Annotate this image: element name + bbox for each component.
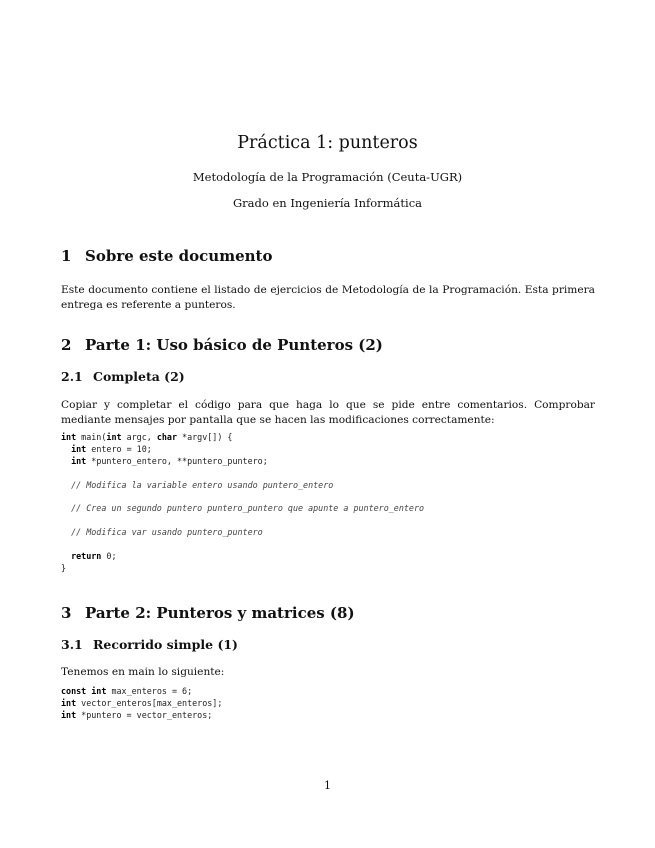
code-text: *argv[]) { xyxy=(177,432,233,442)
subsection-number: 2.1 xyxy=(61,369,83,384)
intro-paragraph: Este documento contiene el listado de ejercicios de Metodología de la Programación. Esta primera entrega es referente a punteros. xyxy=(61,284,595,311)
code-keyword: int xyxy=(61,709,77,720)
section-title: Parte 1: Uso básico de Punteros (2) xyxy=(85,336,383,354)
code-text: vector_enteros[max_enteros]; xyxy=(76,697,223,708)
degree-subtitle: Grado en Ingeniería Informática xyxy=(232,196,423,210)
page-number: 1 xyxy=(324,779,331,792)
code-text: max_enteros = 6; xyxy=(106,686,193,696)
code-keyword: int xyxy=(106,432,122,442)
document-title: Práctica 1: punteros xyxy=(237,133,418,153)
section-number: 2 xyxy=(61,336,72,354)
code-text: argc, xyxy=(121,432,157,442)
subsection-number: 3.1 xyxy=(61,637,83,652)
section-heading-2 xyxy=(61,336,383,354)
code-comment: // Modifica var usando puntero_puntero xyxy=(71,527,263,538)
section-title: Sobre este documento xyxy=(85,247,273,265)
code-keyword: const xyxy=(61,686,87,696)
section-heading-1 xyxy=(61,247,272,265)
code-keyword: int xyxy=(91,686,107,696)
section-number: 3 xyxy=(61,604,72,622)
section-title: Parte 2: Punteros y matrices (8) xyxy=(85,604,355,622)
section-heading-3 xyxy=(61,604,355,622)
code-text: *puntero = vector_enteros; xyxy=(76,709,213,720)
subsection-title: Recorrido simple (1) xyxy=(93,637,238,652)
subsection-heading-2-1 xyxy=(61,369,185,384)
code-keyword: char xyxy=(156,432,178,442)
code-comment: // Crea un segundo puntero puntero_puntero que apunte a puntero_entero xyxy=(71,503,425,514)
subsection-title: Completa (2) xyxy=(93,369,185,384)
code-keyword: int xyxy=(71,455,87,466)
code-text: 0; xyxy=(101,551,117,562)
main-paragraph: Tenemos en main lo siguiente: xyxy=(61,666,225,678)
code-text: entero = 10; xyxy=(86,443,152,454)
section-number: 1 xyxy=(61,247,72,265)
code-block-2 xyxy=(61,686,222,722)
subsection-heading-3-1 xyxy=(61,637,238,652)
code-text: } xyxy=(61,562,67,573)
code-keyword: return xyxy=(71,551,102,562)
code-keyword: int xyxy=(61,697,77,708)
code-keyword: int xyxy=(71,443,87,454)
code-block-1 xyxy=(61,432,424,575)
course-subtitle: Metodología de la Programación (Ceuta-UGR) xyxy=(192,170,463,184)
code-comment: // Modifica la variable entero usando puntero_entero xyxy=(71,479,334,490)
code-keyword: int xyxy=(61,432,77,442)
exercise-paragraph: Copiar y completar el código para que haga lo que se pide entre comentarios. Comprobar mediante mensajes por pantalla que se hacen las modificaciones correctamente: xyxy=(61,399,595,426)
code-text: *puntero_entero, **puntero_puntero; xyxy=(86,455,268,466)
code-text: main( xyxy=(76,432,107,442)
